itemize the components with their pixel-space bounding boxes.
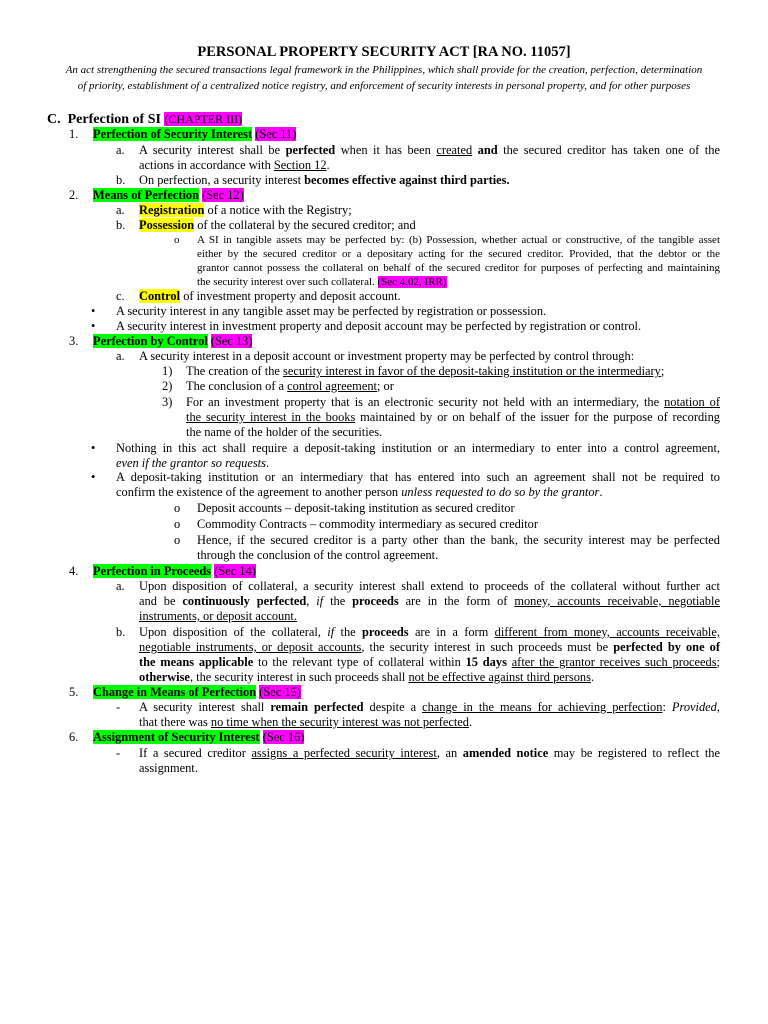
- text: .: [468, 715, 473, 729]
- text: , the security interest in such proceeds must be: [361, 640, 609, 654]
- underlined-text: change in the means for achieving perfection: [422, 700, 663, 714]
- text: to the relevant type of collateral within: [258, 655, 461, 669]
- item-1a-line-1: [139, 143, 720, 158]
- item-3a-marker: a.: [116, 349, 125, 363]
- text: A security interest shall: [139, 700, 265, 714]
- item-4-number: 4.: [69, 564, 79, 578]
- item-3-bullet-2-line-2: [116, 485, 602, 500]
- underlined-text: money, accounts receivable, negotiable: [514, 594, 720, 608]
- section-heading: [47, 111, 242, 128]
- text: of a notice with the Registry;: [207, 203, 352, 217]
- item-6a-marker: -: [116, 746, 121, 760]
- document-subtitle-line-2: of priority, establishment of a centralized notice registry, and enforcement of security interests in personal property, and for other purposes: [77, 80, 691, 92]
- document-subtitle-line-1: An act strengthening the secured transactions legal framework in the Philippines, which shall provide for the creation, perfection, determination: [65, 64, 703, 76]
- item-2a-line: [139, 203, 352, 218]
- italic-text: Provided: [671, 700, 717, 714]
- item-2c-line: [139, 289, 401, 304]
- text: of investment property and deposit account.: [183, 289, 401, 303]
- text: , the security interest in such proceeds shall: [189, 670, 406, 684]
- text: The creation of the: [186, 364, 280, 378]
- underlined-text: not be effective against third persons: [408, 670, 591, 684]
- bold-text: perfected: [285, 143, 336, 157]
- item-4a-line-3: [139, 609, 297, 624]
- section-12-reference: Section 12: [273, 158, 327, 172]
- underlined-text: control agreement: [287, 379, 377, 393]
- italic-text: if: [316, 594, 324, 608]
- bold-text: otherwise: [139, 670, 190, 684]
- item-3-bullet-2-line-1: A deposit-taking institution or an intermediary that has entered into such an agreement shall not be required to: [116, 470, 720, 484]
- item-5-heading: Change in Means of Perfection: [93, 685, 257, 699]
- text: ;: [716, 655, 720, 669]
- item-1b-marker: b.: [116, 173, 126, 187]
- item-4a-marker: a.: [116, 579, 125, 593]
- item-2-bullet-1: A security interest in any tangible asset may be perfected by registration or possession.: [116, 304, 547, 318]
- item-2-number: 2.: [69, 188, 79, 202]
- bold-text: becomes effective against third parties.: [304, 173, 510, 187]
- item-4-ref: (Sec 14): [214, 564, 256, 578]
- highlight-registration: Registration: [139, 203, 205, 217]
- item-2b-sub-marker: o: [174, 234, 180, 246]
- irr-note-line-3: grantor cannot possess the collateral on behalf of the secured creditor for purposes of perfecting and maintaining: [197, 262, 720, 274]
- underlined-text: instruments, or deposit account.: [139, 609, 297, 623]
- highlight-control: Control: [139, 289, 181, 303]
- bold-text: proceeds: [362, 625, 409, 639]
- underlined-text: assigns a perfected security interest: [251, 746, 437, 760]
- item-2-bullet-2: A security interest in investment property and deposit account may be perfected by registration or control.: [116, 319, 642, 333]
- item-3a-3-line-2: [186, 410, 720, 425]
- item-2b-line: [139, 218, 416, 233]
- text: despite a: [369, 700, 417, 714]
- item-4b-line-3: [139, 655, 720, 670]
- item-3a-3-line-1: [186, 395, 720, 410]
- underlined-text: different from money, accounts receivable,: [494, 625, 720, 639]
- section-title: Perfection of SI: [67, 112, 161, 127]
- bullet-icon: •: [91, 304, 96, 318]
- item-3a-2-line: [186, 379, 394, 394]
- section-letter: C.: [47, 112, 61, 127]
- item-6-number: 6.: [69, 730, 79, 744]
- underlined-text: notation of: [664, 395, 720, 409]
- text: are in the form of: [405, 594, 508, 608]
- highlight-possession: Possession: [139, 218, 195, 232]
- item-2a-marker: a.: [116, 203, 125, 217]
- underlined-text: the security interest in the books: [186, 410, 356, 424]
- item-4b-line-4: [139, 670, 594, 685]
- underlined-text: security interest in favor of the deposit-taking institution or the intermediary: [283, 364, 661, 378]
- text: and be: [139, 594, 176, 608]
- bold-text: perfected by one of: [613, 640, 720, 654]
- item-6a-line-2: assignment.: [139, 761, 198, 775]
- item-2c-marker: c.: [116, 289, 125, 303]
- item-3a-2-marker: 2): [162, 379, 173, 393]
- item-3a-3-marker: 3): [162, 395, 173, 409]
- text: the: [330, 594, 346, 608]
- text: may be registered to reflect the: [553, 746, 720, 760]
- text: For an investment property that is an electronic security not held with an intermediary, the: [186, 395, 660, 409]
- item-4-heading: Perfection in Proceeds: [93, 564, 212, 578]
- item-1-number: 1.: [69, 127, 79, 141]
- text: the: [340, 625, 356, 639]
- item-5a-line-2: [139, 715, 472, 730]
- item-3-heading-line: [93, 334, 252, 349]
- text: that there was: [139, 715, 208, 729]
- bullet-icon: •: [91, 470, 96, 484]
- item-3a-1-marker: 1): [162, 364, 173, 378]
- item-1-heading-line: [93, 127, 296, 142]
- text: :: [662, 700, 666, 714]
- text: when it has been: [340, 143, 431, 157]
- item-1a-marker: a.: [116, 143, 125, 157]
- bold-text: 15 days: [465, 655, 507, 669]
- text: If a secured creditor: [139, 746, 246, 760]
- item-3-bullet-1-line-2: [116, 456, 269, 471]
- sub-marker: o: [174, 533, 181, 547]
- text: .: [326, 158, 330, 172]
- bold-text: continuously perfected: [182, 594, 307, 608]
- item-6-ref: (Sec 16): [262, 730, 305, 744]
- item-2-heading-line: [93, 188, 244, 203]
- text: On perfection, a security interest: [139, 173, 302, 187]
- item-3a-line: A security interest in a deposit account or investment property may be perfected by control through:: [139, 349, 635, 363]
- item-4a-line-1: Upon disposition of collateral, a security interest shall extend to proceeds of the collateral without further act: [139, 579, 720, 593]
- item-1a-line-2: [139, 158, 330, 173]
- bold-text: the means applicable: [139, 655, 254, 669]
- item-4b-line-1: [139, 625, 720, 640]
- text: of the collateral by the secured creditor; and: [197, 218, 416, 232]
- sub-marker: o: [174, 501, 181, 515]
- italic-text: even if the grantor so requests: [116, 456, 266, 470]
- item-3-ref: (Sec 13): [210, 334, 253, 348]
- irr-note-line-2: either by the secured creditor or a depositary acting for the secured creditor. Provided, that the debtor or the: [197, 248, 720, 260]
- item-2-ref: (Sec 12): [202, 188, 244, 202]
- text: ,: [716, 700, 720, 714]
- item-6a-line-1: [139, 746, 720, 761]
- bullet-icon: •: [91, 319, 96, 333]
- irr-note-line-4: [197, 275, 447, 289]
- item-3-sub-3-line-2: through the conclusion of the control agreement.: [197, 548, 439, 562]
- item-5a-marker: -: [116, 700, 121, 714]
- text: ,: [306, 594, 310, 608]
- underlined-text: created: [436, 143, 473, 157]
- item-3-sub-1: Deposit accounts – deposit-taking institution as secured creditor: [197, 501, 515, 515]
- text: confirm the existence of the agreement to another person: [116, 485, 399, 499]
- text: the security interest over such collateral.: [197, 276, 375, 288]
- item-2-heading: Means of Perfection: [93, 188, 199, 202]
- italic-text: unless requested to do so by the grantor: [401, 485, 600, 499]
- text: ; or: [376, 379, 394, 393]
- item-1-ref: (Sec 11): [255, 127, 297, 141]
- bold-text: and: [477, 143, 498, 157]
- text: A security interest shall be: [139, 143, 281, 157]
- item-3a-3-line-3: the name of the holder of the securities.: [186, 425, 383, 439]
- text: The conclusion of a: [186, 379, 285, 393]
- italic-text: if: [327, 625, 335, 639]
- irr-ref: (Sec 4.02, IRR): [377, 276, 447, 288]
- section-chapter-ref: (CHAPTER III): [164, 112, 243, 126]
- sub-marker: o: [174, 517, 181, 531]
- bold-text: amended notice: [462, 746, 549, 760]
- text: are in a form: [414, 625, 489, 639]
- text: maintained by or on behalf of the issuer for the purpose of recording: [360, 410, 720, 424]
- item-3-sub-2: Commodity Contracts – commodity intermediary as secured creditor: [197, 517, 539, 531]
- item-3-number: 3.: [69, 334, 79, 348]
- item-5a-line-1: [139, 700, 720, 715]
- bold-text: proceeds: [352, 594, 399, 608]
- item-4a-line-2: [139, 594, 720, 609]
- item-3-heading: Perfection by Control: [93, 334, 208, 348]
- text: ;: [660, 364, 665, 378]
- item-3a-1-line: [186, 364, 664, 379]
- irr-note-line-1: A SI in tangible assets may be perfected by: (b) Possession, whether actual or constructive, of the tangible asset: [197, 234, 720, 246]
- text: .: [599, 485, 603, 499]
- underlined-text: after the grantor receives such proceeds: [511, 655, 717, 669]
- item-3-sub-3-line-1: Hence, if the secured creditor is a party other than the bank, the security interest may be perfected: [197, 533, 720, 547]
- text: Upon disposition of the collateral,: [139, 625, 321, 639]
- item-4b-marker: b.: [116, 625, 126, 639]
- text: , an: [436, 746, 458, 760]
- item-1-heading: Perfection of Security Interest: [93, 127, 253, 141]
- item-1b-line: [139, 173, 510, 188]
- item-6-heading: Assignment of Security Interest: [93, 730, 260, 744]
- text: .: [265, 456, 270, 470]
- text: .: [590, 670, 595, 684]
- underlined-text: negotiable instruments, or deposit accounts: [139, 640, 362, 654]
- item-4-heading-line: [93, 564, 256, 579]
- item-3-bullet-1-line-1: Nothing in this act shall require a deposit-taking institution or an intermediary to enter into a control agreement,: [116, 441, 720, 455]
- item-5-number: 5.: [69, 685, 79, 699]
- bold-text: remain perfected: [270, 700, 364, 714]
- item-2b-marker: b.: [116, 218, 126, 232]
- text: actions in accordance with: [139, 158, 271, 172]
- underlined-text: no time when the security interest was not perfected: [210, 715, 469, 729]
- item-5-ref: (Sec 15): [259, 685, 301, 699]
- document-title: PERSONAL PROPERTY SECURITY ACT [RA NO. 11057]: [197, 44, 571, 60]
- bullet-icon: •: [91, 441, 96, 455]
- item-4b-line-2: [139, 640, 720, 655]
- item-6-heading-line: [93, 730, 304, 745]
- item-5-heading-line: [93, 685, 301, 700]
- text: the secured creditor has taken one of the: [503, 143, 720, 157]
